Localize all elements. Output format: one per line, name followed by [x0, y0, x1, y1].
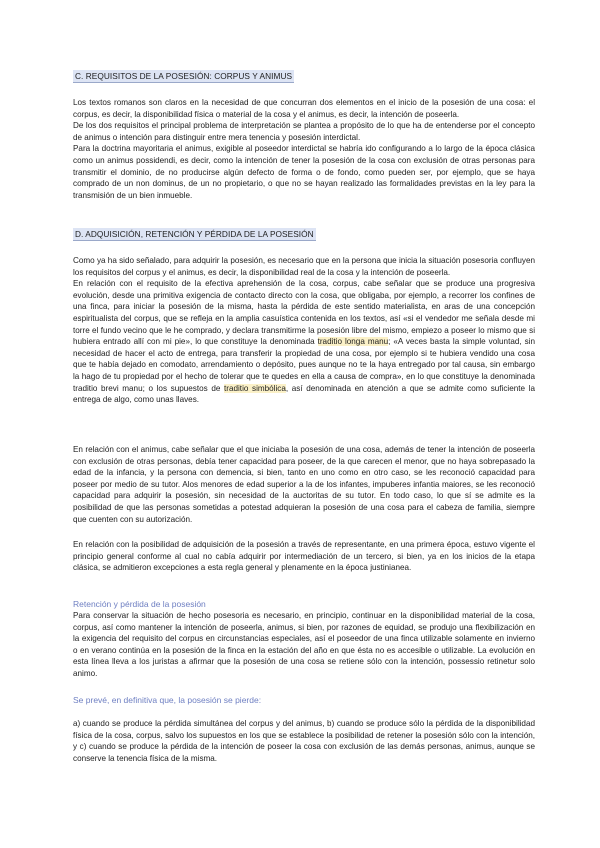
section-d-paragraph-3: En relación con el animus, cabe señalar que el que iniciaba la posesión de una cosa, además de tener la intención de poseerla con exclusión de otras personas, debía tener capacidad para poseer, de la que carecen el menor, que no haya sobrepasado la edad de la infancia, y la persona con demencia, si bien, tanto en uno como en otro caso, se les reconoció capacidad para poseer por medio de su tutor. Alos menores de edad superior a la de los infantes, impuberes infantia maiores, se les reconoció capacidad para adquirir la posesión, sin necesidad de la auctoritas de su tutor. En todo caso, lo que sí se admite es la posibilidad de que las personas sometidas a potestad adquieran la posesión de una cosa para el cabeza de familia, siempre que cuenten con su autorización.	[73, 445, 535, 524]
highlight-traditio-longa-manu: traditio longa manu	[317, 337, 389, 347]
paragraph-2-text-c: , así denominada en atención a que se admite como suficiente la entrega de algo, como unas llaves.	[73, 383, 535, 405]
section-d-representation	[73, 539, 535, 574]
section-c-paragraph-3: Para la doctrina mayoritaria el animus, exigible al poseedor interdictal se habría ido configurando a lo largo de la época clásica como un animus possidendi, es decir, como la intención de tener la posesión de la cosa con exclusión de otras personas para transmitir el dominio, de no producirse algún defecto de forma o de fondo, como pueden ser, por ejemplo, que se haya comprado de un non dominus, de un no propietario, o que no se hayan realizado las formalidades previstas en la ley para la transmisión de un bien inmueble.	[73, 144, 535, 200]
section-c-paragraph-1: Los textos romanos son claros en la necesidad de que concurran dos elementos en el inicio de la posesión de una cosa: el corpus, es decir, la disponibilidad física o material de la cosa y el animus, es decir, la intención de poseerla.	[73, 98, 535, 119]
section-d-paragraph-2	[73, 278, 535, 406]
section-d-loss	[73, 718, 535, 764]
section-c-body	[73, 97, 535, 201]
section-c-heading: C. REQUISITOS DE LA POSESIÓN: CORPUS Y ANIMUS	[75, 71, 293, 81]
section-d-retention	[73, 610, 535, 680]
section-d-intro	[73, 255, 535, 406]
section-d-heading: D. ADQUISICIÓN, RETENCIÓN Y PÉRDIDA DE LA POSESIÓN	[75, 229, 314, 239]
section-d-paragraph-4: En relación con la posibilidad de adquisición de la posesión a través de representante, en una primera época, estuvo vigente el principio general conforme al cual no cabía adquirir por intermediación de un tercero, si bien, ya en los inicios de la etapa clásica, se admitieron excepciones a esta regla general y plenamente en la época justinianea.	[73, 540, 535, 573]
subheading-perdida: Se prevé, en definitiva que, la posesión se pierde:	[73, 695, 262, 705]
section-d-paragraph-6: a) cuando se produce la pérdida simultánea del corpus y del animus, b) cuando se produce sólo la pérdida de la disponibilidad física de la cosa, corpus, salvo los supuestos en los que se establece la posibilidad de retener la posesión sólo con la intención, y c) cuando se produce la pérdida de la intención de poseer la cosa con exclusión de las demás personas, animus, aunque se conserve la tenencia física de la misma.	[73, 719, 535, 763]
section-c-paragraph-2: De los dos requisitos el principal problema de interpretación se plantea a propósito de lo que ha de entenderse por el concepto de animus o intención para distinguir entre mera tenencia y posesión interdictal.	[73, 121, 535, 142]
subheading-retencion: Retención y pérdida de la posesión	[73, 599, 206, 609]
highlight-traditio-simbolica: traditio simbólica	[224, 383, 286, 393]
paragraph-2-text-b: ; «A veces basta la simple voluntad, sin necesidad de hacer el acto de entrega, para transferir la propiedad de una cosa, por ejemplo si te hubiera vendido una cosa que te había dejado en comodato, arrendamiento o depósito, pues aunque no te la haya entregado por tal causa, sin embargo la hago de tu propiedad por el hecho de tolerar que te quedes en ella a causa de compra», en lo que constituye la denominada traditio brevi manu; o los supuestos de	[73, 337, 535, 393]
section-d-paragraph-5: Para conservar la situación de hecho posesoria es necesario, en principio, continuar en la disponibilidad material de la cosa, corpus, así como mantener la intención de poseerla, animus, si bien, por razones de equidad, se produjo una flexibilización en la exigencia del requisito del corpus en circunstancias especiales, así el poseedor de una finca utilizable solamente en invierno o en verano continúa en la posesión de la finca en la estación del año en que ésta no es accesible o utilizable. La evolución en esta línea lleva a los juristas a afirmar que la posesión de una cosa se retiene sólo con la intención, possessio retinetur solo animo.	[73, 611, 535, 678]
section-d-animus	[73, 444, 535, 525]
paragraph-2-text-a: En relación con el requisito de la efectiva aprehensión de la cosa, corpus, cabe señalar que se produce una progresiva evolución, desde una primitiva exigencia de contacto directo con la cosa, que obligaba, por ejemplo, a recorrer los confines de una finca, para iniciar la posesión de la misma, hasta la pérdida de este sentido materialista, en aras de una concepción espiritualista del corpus, que se refleja en la amplia casuística contenida en los textos, así «si el vendedor me señala desde mi torre el fundo vecino que le he comprado, y declara transmitirme la posesión libre del mismo, empiezo a poseer lo mismo que si hubiera entrado allí con mi pie», lo que constituye la denominada	[73, 279, 535, 347]
section-d-paragraph-1: Como ya ha sido señalado, para adquirir la posesión, es necesario que en la persona que inicia la situación posesoria confluyen los requisitos del corpus y el animus, es decir, la disponibilidad real de la cosa y la intención de poseerla.	[73, 256, 535, 277]
